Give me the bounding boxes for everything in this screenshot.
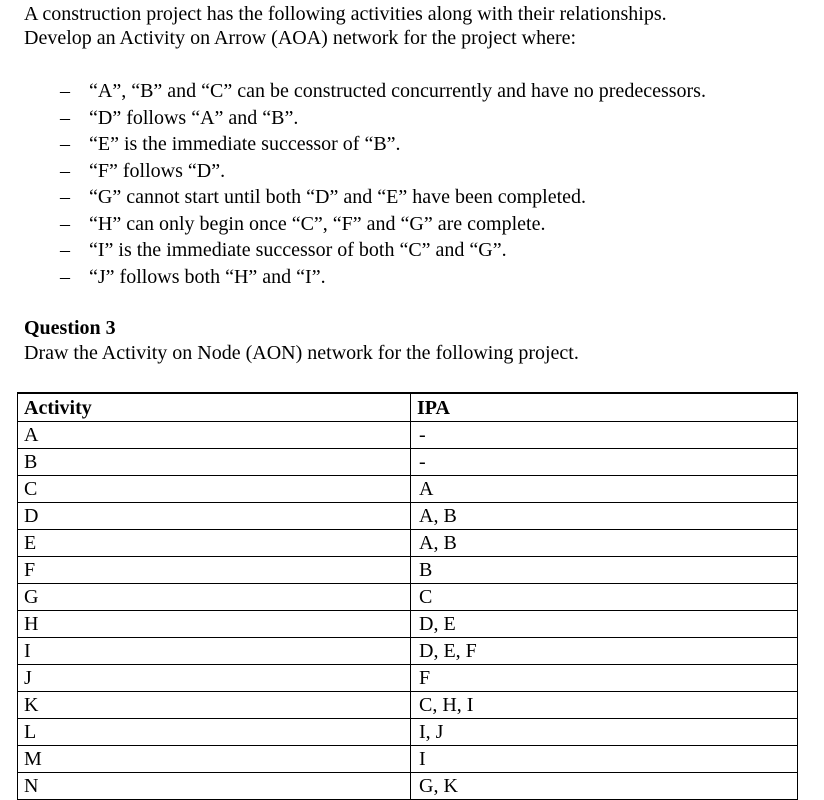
table-row: [18, 692, 798, 719]
ipa-cell: I: [411, 746, 798, 773]
activity-cell: K: [18, 692, 411, 719]
dash-marker: –: [60, 186, 70, 208]
table-row: [18, 584, 798, 611]
activity-cell: A: [18, 422, 411, 449]
list-item-text: “G” cannot start until both “D” and “E” have been completed.: [89, 186, 587, 208]
header-ipa: IPA: [411, 393, 798, 422]
intro-line-1: A construction project has the following activities along with their relationships.: [24, 3, 667, 25]
table-row: [18, 638, 798, 665]
table-row: [18, 746, 798, 773]
question-text: Draw the Activity on Node (AON) network for the following project.: [24, 342, 579, 364]
table-row: [18, 449, 798, 476]
table-row: [18, 530, 798, 557]
activity-table: [17, 392, 798, 800]
ipa-cell: D, E: [411, 611, 798, 638]
ipa-cell: D, E, F: [411, 638, 798, 665]
list-item-text: “D” follows “A” and “B”.: [89, 106, 299, 129]
activity-cell: D: [18, 503, 411, 530]
table-row: [18, 773, 798, 800]
activity-cell: I: [18, 638, 411, 665]
dash-marker: –: [60, 159, 70, 182]
table-row: [18, 476, 798, 503]
table-row: [18, 557, 798, 584]
activity-cell: C: [18, 476, 411, 503]
list-item-text: “A”, “B” and “C” can be constructed concurrently and have no predecessors.: [89, 80, 706, 102]
activity-cell: E: [18, 530, 411, 557]
dash-marker: –: [60, 239, 70, 261]
ipa-cell: G, K: [411, 773, 798, 800]
ipa-cell: B: [411, 557, 798, 584]
list-item-text: “F” follows “D”.: [89, 159, 226, 182]
ipa-cell: A: [411, 476, 798, 503]
ipa-cell: A, B: [411, 503, 798, 530]
table-row: [18, 422, 798, 449]
table-header-row: [18, 393, 798, 422]
dash-marker: –: [60, 133, 70, 155]
activity-cell: M: [18, 746, 411, 773]
dash-marker: –: [60, 212, 70, 235]
table-row: [18, 503, 798, 530]
activity-cell: H: [18, 611, 411, 638]
activity-cell: B: [18, 449, 411, 476]
ipa-cell: -: [411, 449, 798, 476]
ipa-cell: I, J: [411, 719, 798, 746]
activity-cell: J: [18, 665, 411, 692]
header-activity: Activity: [18, 393, 411, 422]
ipa-cell: C, H, I: [411, 692, 798, 719]
table-row: [18, 611, 798, 638]
dash-marker: –: [60, 80, 70, 102]
dash-marker: –: [60, 265, 70, 288]
list-item-text: “H” can only begin once “C”, “F” and “G” are complete.: [89, 212, 546, 235]
table-row: [18, 665, 798, 692]
list-item-text: “E” is the immediate successor of “B”.: [89, 133, 401, 155]
ipa-cell: C: [411, 584, 798, 611]
table-body: [18, 422, 798, 800]
table-row: [18, 719, 798, 746]
activity-cell: F: [18, 557, 411, 584]
ipa-cell: A, B: [411, 530, 798, 557]
question-heading: Question 3: [24, 317, 116, 339]
intro-line-2: Develop an Activity on Arrow (AOA) network for the project where:: [24, 27, 577, 49]
list-item-text: “I” is the immediate successor of both “C” and “G”.: [89, 239, 507, 261]
ipa-cell: -: [411, 422, 798, 449]
ipa-cell: F: [411, 665, 798, 692]
activity-cell: N: [18, 773, 411, 800]
activity-cell: L: [18, 719, 411, 746]
activity-cell: G: [18, 584, 411, 611]
list-item-text: “J” follows both “H” and “I”.: [89, 265, 326, 288]
dash-marker: –: [60, 106, 70, 129]
